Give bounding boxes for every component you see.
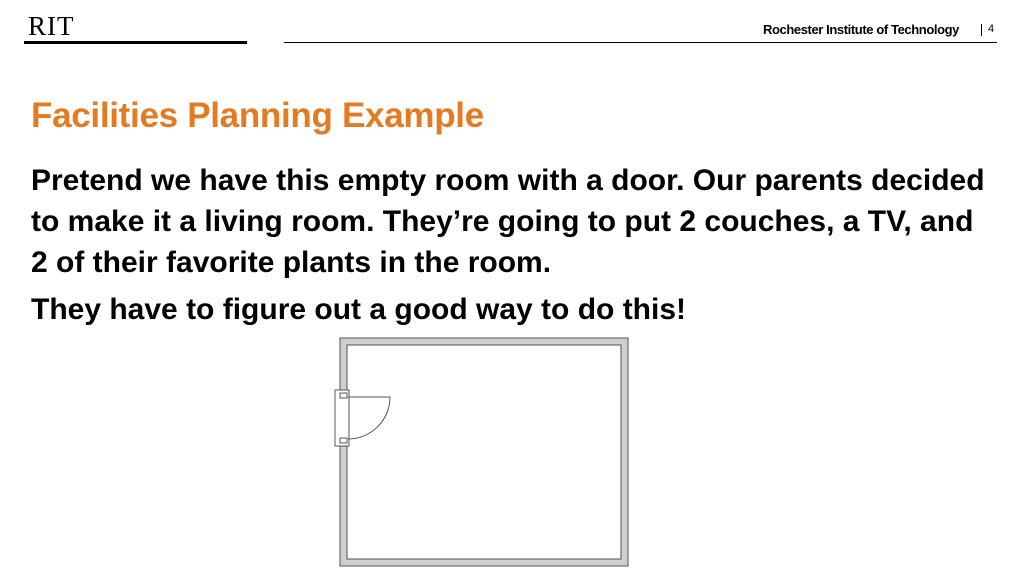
body-paragraph-2: They have to figure out a good way to do this!	[31, 293, 687, 326]
door-swing-icon	[348, 397, 390, 439]
page-number: 4	[988, 23, 995, 35]
door-hinge-bottom	[340, 438, 347, 443]
institution-name: Rochester Institute of Technology	[762, 22, 959, 37]
slide-body	[31, 160, 996, 330]
slide-title: Facilities Planning Example	[31, 96, 484, 135]
header-divider-line	[284, 42, 997, 43]
page-number-divider	[981, 24, 982, 36]
body-paragraph-1: Pretend we have this empty room with a door. Our parents decided to make it a living room. They’re going to put 2 couches, a TV, and 2 of their favorite plants in the room.	[31, 164, 985, 279]
room-walls	[340, 338, 628, 566]
room-floor-plan	[330, 334, 634, 570]
door-hinge-top	[340, 393, 347, 398]
rit-logo: RIT	[28, 11, 75, 41]
logo-underline	[24, 41, 247, 44]
